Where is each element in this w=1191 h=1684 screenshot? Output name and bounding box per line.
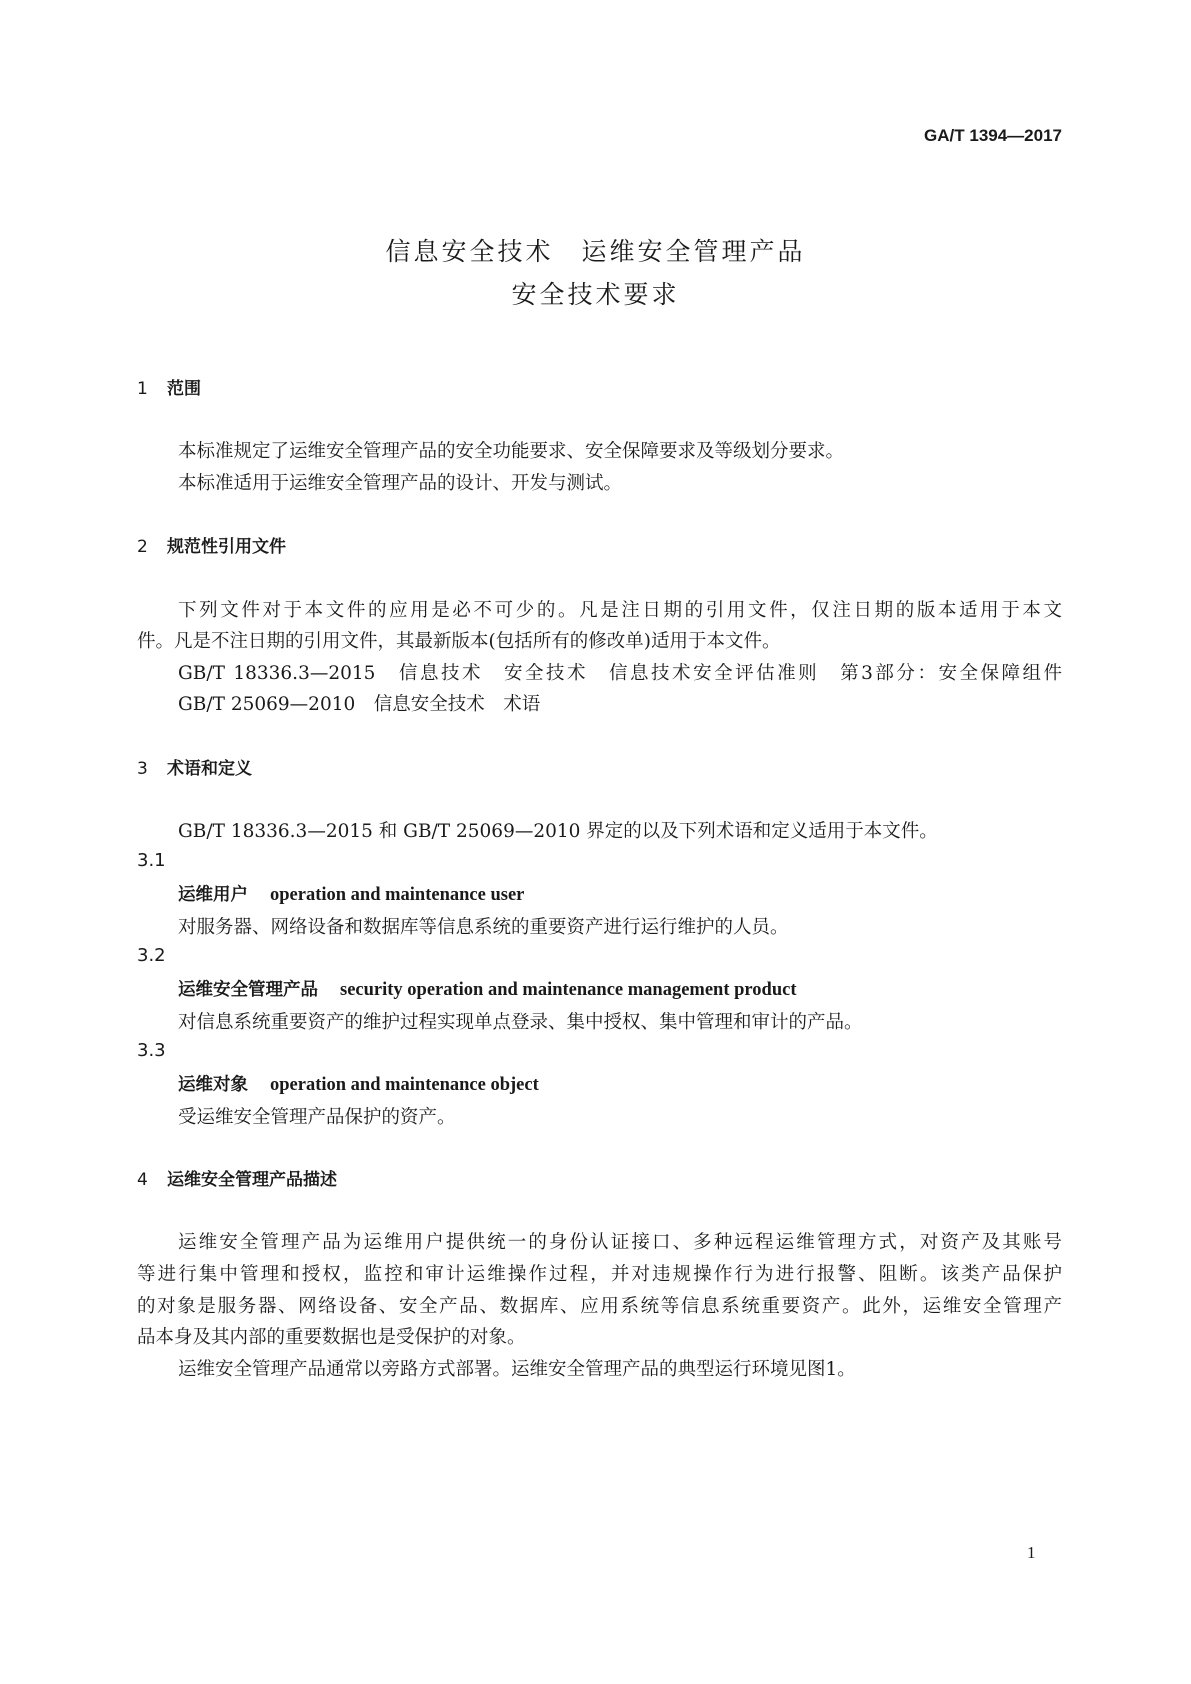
term-definition: 对服务器、网络设备和数据库等信息系统的重要资产进行运行维护的人员。	[178, 917, 789, 938]
paragraph-line: 本标准规定了运维安全管理产品的安全功能要求、安全保障要求及等级划分要求。	[178, 441, 845, 462]
term-heading	[178, 976, 796, 1001]
paragraph-line: 运维安全管理产品通常以旁路方式部署。运维安全管理产品的典型运行环境见图1。	[178, 1359, 856, 1380]
document-title-line2: 安全技术要求	[511, 280, 680, 309]
section-heading-terms	[137, 754, 252, 779]
term-en: operation and maintenance object	[270, 1075, 539, 1095]
page-number: 1	[1027, 1543, 1036, 1562]
section-heading-scope	[137, 374, 201, 399]
paragraph-line: GB/T 18336.3—2015 和 GB/T 25069—2010 界定的以及下列术语和定义适用于本文件。	[178, 821, 938, 842]
section-heading-normative-references	[137, 532, 286, 557]
paragraph-line: 品本身及其内部的重要数据也是受保护的对象。	[137, 1327, 526, 1348]
section-title: 范围	[167, 379, 201, 399]
term-number: 3.3	[137, 1040, 166, 1061]
term-zh: 运维对象	[178, 1075, 248, 1095]
document-title-line1: 信息安全技术 运维安全管理产品	[385, 237, 806, 266]
reference-item: GB/T 25069—2010 信息安全技术 术语	[178, 694, 541, 715]
term-heading	[178, 881, 524, 906]
paragraph-line: 下列文件对于本文件的应用是必不可少的。凡是注日期的引用文件，仅注日期的版本适用于本文	[178, 600, 1062, 621]
term-number: 3.1	[137, 850, 166, 871]
term-zh: 运维用户	[178, 885, 248, 905]
section-title: 规范性引用文件	[167, 537, 286, 557]
section-number: 2	[137, 537, 148, 557]
section-number: 1	[137, 379, 148, 399]
term-en: security operation and maintenance management product	[340, 980, 797, 1000]
term-definition: 对信息系统重要资产的维护过程实现单点登录、集中授权、集中管理和审计的产品。	[178, 1012, 863, 1033]
paragraph-line: 件。凡是不注日期的引用文件，其最新版本(包括所有的修改单)适用于本文件。	[137, 631, 781, 652]
document-code: GA/T 1394—2017	[924, 126, 1062, 145]
paragraph-line: 运维安全管理产品为运维用户提供统一的身份认证接口、多种远程运维管理方式，对资产及其账号	[178, 1232, 1062, 1253]
section-title: 运维安全管理产品描述	[167, 1170, 337, 1190]
section-heading-product-description	[137, 1165, 337, 1190]
paragraph-line: 的对象是服务器、网络设备、安全产品、数据库、应用系统等信息系统重要资产。此外，运维安全管理产	[137, 1296, 1062, 1317]
term-zh: 运维安全管理产品	[178, 980, 318, 1000]
section-number: 4	[137, 1170, 148, 1190]
section-title: 术语和定义	[167, 759, 252, 779]
reference-item: GB/T 18336.3—2015 信息技术 安全技术 信息技术安全评估准则 第3部分：安全保障组件	[178, 663, 1062, 684]
paragraph-line: 等进行集中管理和授权，监控和审计运维操作过程，并对违规操作行为进行报警、阻断。该类产品保护	[137, 1264, 1062, 1285]
section-number: 3	[137, 759, 148, 779]
paragraph-line: 本标准适用于运维安全管理产品的设计、开发与测试。	[178, 473, 623, 494]
term-number: 3.2	[137, 945, 166, 966]
term-en: operation and maintenance user	[270, 885, 525, 905]
term-definition: 受运维安全管理产品保护的资产。	[178, 1107, 456, 1128]
term-heading	[178, 1071, 539, 1096]
